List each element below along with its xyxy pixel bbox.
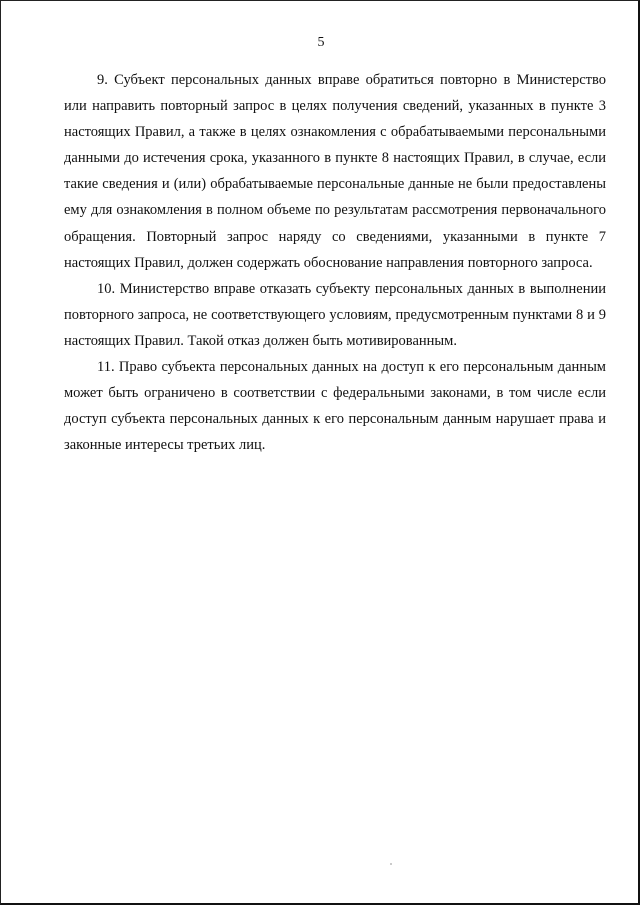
- scan-speck: [390, 863, 392, 865]
- document-body: [64, 67, 606, 458]
- paragraph-11: 11. Право субъекта персональных данных на доступ к его персональным данным может быть ограничено в соответствии с федеральными законами, в том числе если доступ субъекта персональных данных к его персональным данным нарушает права и законные интересы третьих лиц.: [64, 359, 606, 454]
- page-number: 5: [317, 35, 325, 50]
- paragraph-9: 9. Субъект персональных данных вправе обратиться повторно в Министерство или направить повторный запрос в целях получения сведений, указанных в пункте 3 настоящих Правил, а также в целях ознакомления с обрабатываемыми персональными данными до истечения срока, указанного в пункте 8 настоящих Правил, в случае, если такие сведения и (или) обрабатываемые персональные данные не были предоставлены ему для ознакомления в полном объеме по результатам рассмотрения первоначального обращения. Повторный запрос наряду со сведениями, указанными в пункте 7 настоящих Правил, должен содержать обоснование направления повторного запроса.: [64, 72, 606, 271]
- paragraph-10: 10. Министерство вправе отказать субъекту персональных данных в выполнении повторного запроса, не соответствующего условиям, предусмотренным пунктами 8 и 9 настоящих Правил. Такой отказ должен быть мотивированным.: [64, 280, 606, 349]
